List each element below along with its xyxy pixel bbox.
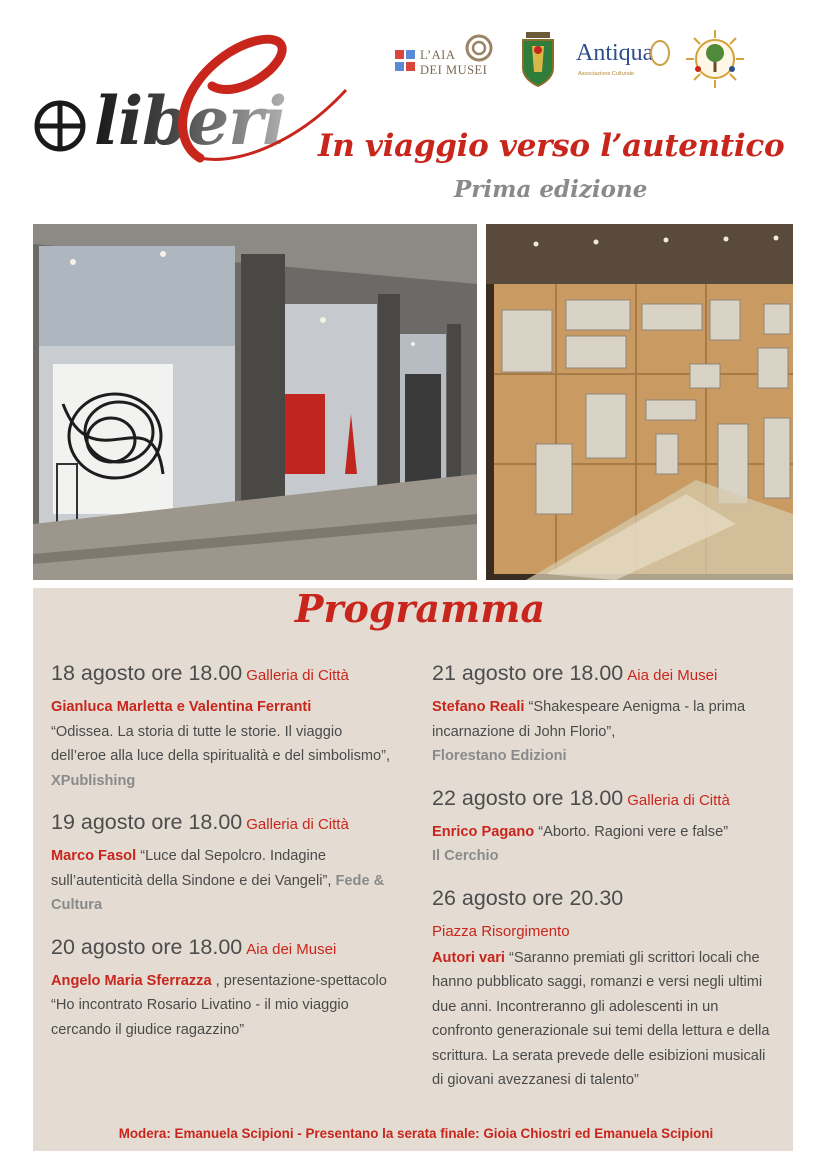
event-venue: Galleria di Città bbox=[246, 667, 349, 684]
event-venue: Galleria di Città bbox=[246, 816, 349, 833]
aia-mini-icon bbox=[394, 48, 416, 74]
logo-wordmark: liberi bbox=[94, 82, 287, 160]
event-text: , presentazione-spettacolo “Ho incontrato Rosario Livatino - il mio viaggio cercando il giudice ragazzino” bbox=[51, 972, 387, 1038]
aia-swirl-icon bbox=[464, 33, 494, 63]
event-description bbox=[432, 820, 777, 869]
event-publisher: Florestano Edizioni bbox=[432, 748, 567, 764]
event-publisher: XPublishing bbox=[51, 772, 136, 789]
event-text: “Odissea. La storia di tutte le storie. Il viaggio dell’eroe alla luce della spiritualità e del simbolismo”, bbox=[51, 723, 391, 764]
aia-dei-musei-logo bbox=[392, 28, 492, 90]
programme-title: Programma bbox=[294, 586, 546, 631]
event-date: 20 agosto ore 18.00 bbox=[51, 934, 243, 959]
event-date: 26 agosto ore 20.30 bbox=[432, 885, 624, 910]
programme-column-left bbox=[51, 656, 401, 1054]
antiqua-logo bbox=[574, 28, 674, 90]
event-speaker: Angelo Maria Sferrazza bbox=[51, 972, 212, 989]
antiqua-subtitle: Associazione Culturale bbox=[578, 71, 634, 77]
event-text: “Shakespeare Aenigma - la prima incarnazione di John Florio”, bbox=[432, 699, 746, 740]
footer-moderators: Modera: Emanuela Scipioni - Presentano la serata finale: Gioia Chiostri ed Emanuela Scipioni bbox=[118, 1126, 714, 1141]
event-description bbox=[51, 969, 401, 1043]
event-speaker: Stefano Reali bbox=[432, 699, 525, 715]
sponsor-logos bbox=[390, 28, 750, 90]
liberi-logo bbox=[30, 30, 350, 170]
museum-inscriptions-image bbox=[486, 224, 793, 580]
event-item bbox=[432, 781, 777, 869]
event-speaker: Marco Fasol bbox=[51, 848, 137, 864]
logo-crosshair-icon bbox=[32, 98, 88, 154]
event-speaker: Enrico Pagano bbox=[432, 823, 535, 840]
event-text: “Saranno premiati gli scrittori locali che hanno pubblicato saggi, romanzi e versi negli ultimi due anni. Incontreranno gli adolescenti in un confronto generazionale sui temi della lettura e della scrittura. La serata prevede delle esibizioni musicali di giovani avezzanesi di talento” bbox=[432, 949, 770, 1088]
event-publisher: Il Cerchio bbox=[432, 848, 499, 864]
gallery-storefront-photo bbox=[33, 224, 477, 580]
event-speaker: Autori vari bbox=[432, 949, 505, 966]
event-venue: Galleria di Città bbox=[627, 791, 730, 809]
event-venue: Aia dei Musei bbox=[627, 667, 718, 684]
event-description bbox=[51, 844, 401, 918]
event-item bbox=[432, 881, 777, 1093]
event-description bbox=[432, 946, 777, 1093]
event-date: 18 agosto ore 18.00 bbox=[51, 661, 243, 685]
event-item bbox=[51, 930, 401, 1043]
event-venue: Aia dei Musei bbox=[246, 940, 337, 958]
event-item bbox=[432, 656, 777, 769]
event-date: 22 agosto ore 18.00 bbox=[432, 785, 624, 810]
event-date: 21 agosto ore 18.00 bbox=[432, 661, 624, 685]
event-speaker: Gianluca Marletta e Valentina Ferranti bbox=[51, 699, 312, 715]
event-item bbox=[51, 656, 401, 793]
museum-inscriptions-photo bbox=[486, 224, 793, 580]
event-text: “Aborto. Ragioni vere e false” bbox=[534, 823, 729, 840]
aia-line-2: DEI MUSEI bbox=[420, 63, 488, 77]
event-description bbox=[51, 695, 401, 793]
gallery-storefront-image bbox=[33, 224, 477, 580]
event-venue: Piazza Risorgimento bbox=[432, 922, 570, 940]
programme-column-right bbox=[432, 656, 777, 1105]
event-date: 19 agosto ore 18.00 bbox=[51, 810, 243, 834]
sun-tree-logo-icon bbox=[684, 28, 746, 90]
event-text: “Luce dal Sepolcro. Indagine sull’autenticità della Sindone e dei Vangeli”, bbox=[51, 848, 336, 889]
headline: In viaggio verso l’autentico bbox=[318, 128, 785, 164]
antiqua-ring-icon bbox=[648, 38, 672, 68]
event-description bbox=[432, 695, 777, 769]
antiqua-name: Antiqua bbox=[576, 40, 654, 66]
aia-line-1: L’AIA bbox=[420, 48, 456, 62]
event-item bbox=[51, 805, 401, 918]
edition-subtitle: Prima edizione bbox=[454, 176, 648, 203]
municipal-crest-icon bbox=[518, 28, 558, 90]
event-publisher: Fede & Cultura bbox=[51, 872, 385, 913]
